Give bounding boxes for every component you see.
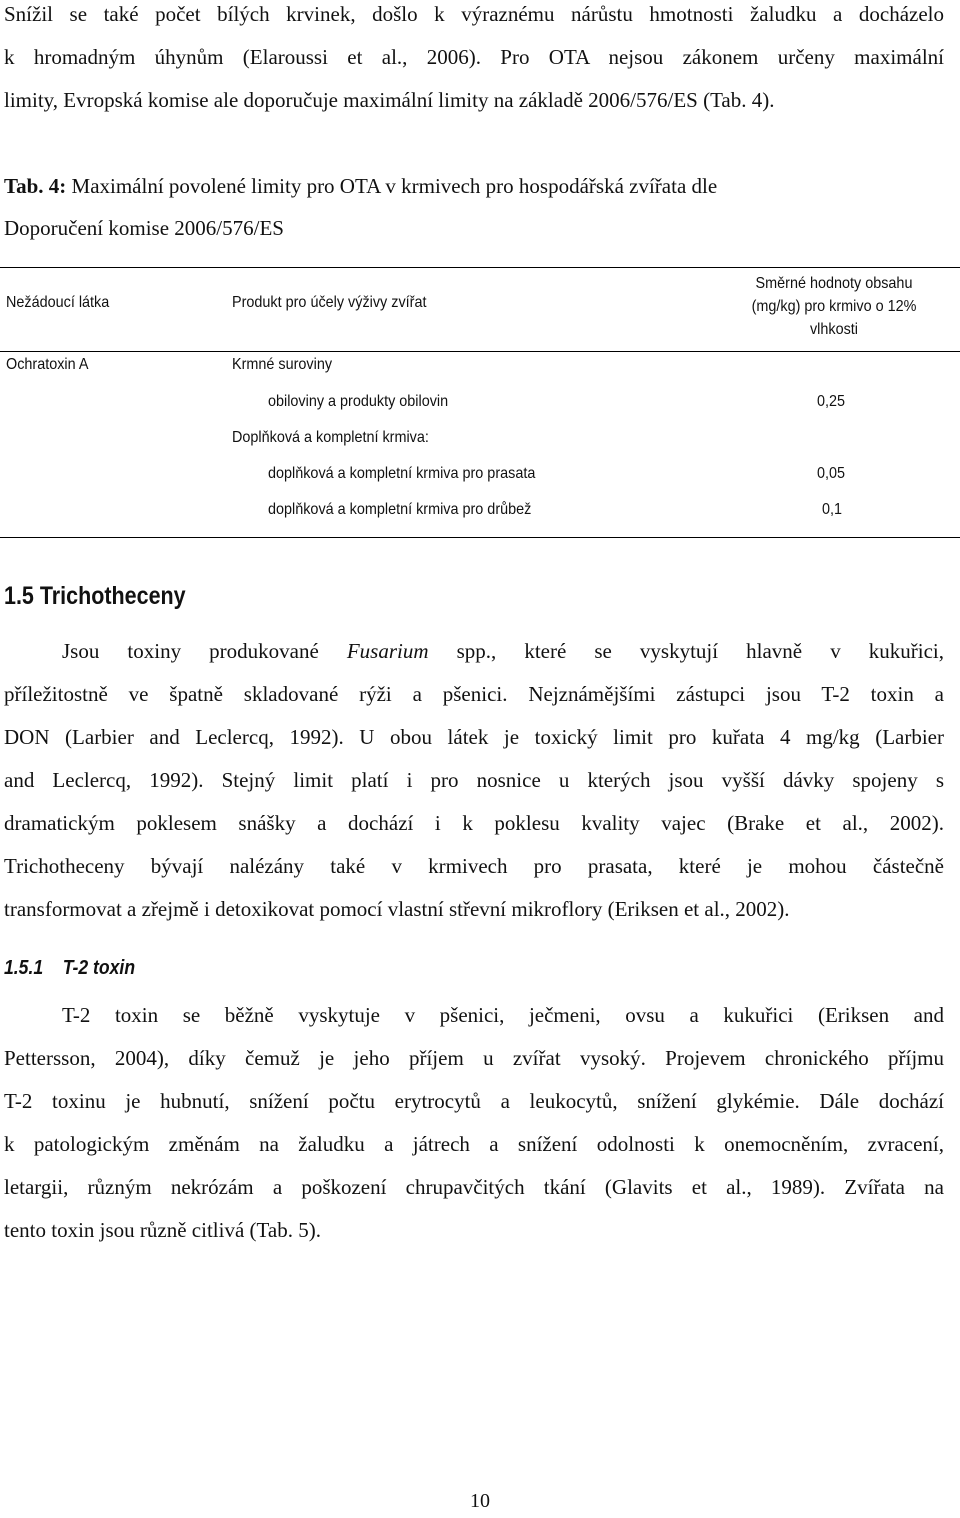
- table-bottom-rule: [0, 537, 960, 538]
- text-line: letargii, různým nekrózám a poškození chrupavčitých tkání (Glavits et al., 1989). Zvířata na: [4, 1175, 944, 1199]
- header-product: Produkt pro účely výživy zvířat: [232, 294, 427, 311]
- text-fragment: Jsou toxiny produkované: [62, 639, 347, 663]
- cell-product: obiloviny a produkty obilovin: [268, 393, 449, 410]
- header-substance: Nežádoucí látka: [6, 294, 110, 311]
- header-limit-line: vlhkosti: [809, 321, 859, 338]
- cell-product: doplňková a kompletní krmiva pro prasata: [268, 465, 536, 482]
- header-limit-line: Směrné hodnoty obsahu: [755, 275, 913, 292]
- text-line: k hromadným úhynům (Elaroussi et al., 2006). Pro OTA nejsou zákonem určeny maximální: [4, 45, 944, 69]
- text-fragment: spp., které se vyskytují hlavně v kukuřici,: [428, 639, 944, 663]
- cell-value: 0,1: [822, 501, 843, 518]
- subsection-heading: 1.5.1 T-2 toxin: [4, 957, 136, 979]
- text-line: příležitostně ve špatně skladované rýži a pšenici. Nejznámějšími zástupci jsou T-2 toxin a: [4, 682, 944, 706]
- text-line: Pettersson, 2004), díky čemuž je jeho příjem u zvířat vysoký. Projevem chronického příjmu: [4, 1046, 944, 1070]
- cell-substance: Ochratoxin A: [6, 356, 89, 373]
- section-heading: 1.5 Trichotheceny: [4, 582, 186, 610]
- intro-paragraph: [4, 0, 944, 122]
- table-caption: [4, 172, 717, 200]
- table-caption-text: Maximální povolené limity pro OTA v krmivech pro hospodářská zvířata dle: [71, 174, 718, 198]
- text-line: DON (Larbier and Leclercq, 1992). U obou látek je toxický limit pro kuřata 4 mg/kg (Larbier: [4, 725, 944, 749]
- text-line: limity, Evropská komise ale doporučuje maximální limity na základě 2006/576/ES (Tab. 4).: [4, 88, 775, 112]
- cell-value: 0,05: [817, 465, 846, 482]
- header-limit-line: (mg/kg) pro krmivo o 12%: [751, 298, 917, 315]
- table-top-rule: [0, 267, 960, 268]
- genus-name: Fusarium: [346, 639, 429, 663]
- text-line: Trichotheceny bývají nalézány také v krmivech pro prasata, které je mohou částečně: [4, 854, 944, 878]
- text-line: Snížil se také počet bílých krvinek, došlo k výraznému nárůstu hmotnosti žaludku a docházelo: [4, 2, 944, 26]
- text-line: T-2 toxin se běžně vyskytuje v pšenici, ječmeni, ovsu a kukuřici (Eriksen and: [62, 1003, 944, 1027]
- text-line: k patologickým změnám na žaludku a játrech a snížení odolnosti k onemocněním, zvracení,: [4, 1132, 944, 1156]
- header-limit: [736, 272, 932, 341]
- table-caption-label: Tab. 4:: [4, 174, 67, 198]
- table-caption-continued: Doporučení komise 2006/576/ES: [4, 216, 284, 240]
- cell-group-complementary-feeds: Doplňková a kompletní krmiva:: [232, 429, 429, 446]
- cell-product: doplňková a kompletní krmiva pro drůbež: [268, 501, 532, 518]
- section-paragraph: [4, 630, 944, 931]
- text-line: transformovat a zřejmě i detoxikovat pomocí vlastní střevní mikroflory (Eriksen et al., 2002).: [4, 897, 790, 921]
- text-line: dramatickým poklesem snášky a dochází i k poklesu kvality vajec (Brake et al., 2002).: [4, 811, 944, 835]
- subsection-paragraph: [4, 994, 944, 1252]
- text-line: and Leclercq, 1992). Stejný limit platí i pro nosnice u kterých jsou vyšší dávky spojeny s: [4, 768, 944, 792]
- table-header-rule: [0, 351, 960, 352]
- cell-value: 0,25: [817, 393, 846, 410]
- text-line: tento toxin jsou různě citlivá (Tab. 5).: [4, 1218, 321, 1242]
- text-line: T-2 toxinu je hubnutí, snížení počtu erytrocytů a leukocytů, snížení glykémie. Dále dochází: [4, 1089, 944, 1113]
- page-number: 10: [470, 1490, 490, 1512]
- text-line: [4, 630, 944, 673]
- cell-group-feed-materials: Krmné suroviny: [232, 356, 333, 373]
